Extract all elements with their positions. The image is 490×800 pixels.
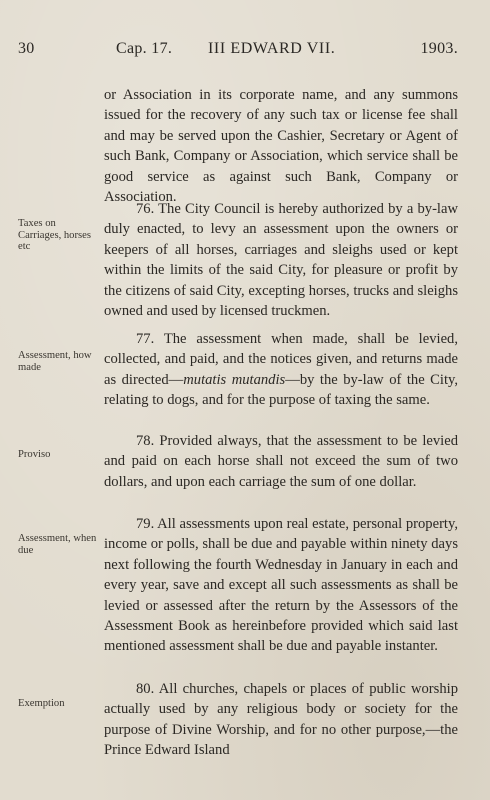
reign-label: III EDWARD VII. [208, 40, 336, 57]
margin-note-exemption: Exemption [18, 698, 65, 709]
section-76: 76. The City Council is hereby authorized by a by-law duly enacted, to levy an assessment upon the owners or keepers of all horses, carriages and sleighs used or kept within the limits of the said City, for pleasure or profit by the citizens of said City, excepting horses, trucks and sleighs owned and used by licensed truckmen. [104, 201, 458, 320]
section-79: 79. All assessments upon real estate, personal property, income or polls, shall be due and payable within ninety days next following the fourth Wednesday in January in each and every year, save and except all such assessments as shall be levied or assessed after the return by the Assessors of the Assessment Book as hereinbefore provided which said last mentioned assessment shall be due and payable instanter. [104, 516, 458, 655]
section-77 [104, 329, 458, 411]
chapter-label: Cap. 17. [116, 40, 173, 57]
margin-note-proviso: Proviso [18, 449, 51, 460]
margin-note-taxes-on-carriages: Taxes on Carriages, horses etc [18, 218, 91, 252]
paragraph-continuation: or Association in its corporate name, and any summons issued for the recovery of any such tax or license fee shall and may be served upon the Cashier, Secretary or Agent of such Bank, Company or Association, which service shall be good service as against such Bank, Company or Association. [104, 87, 458, 206]
section-77-italic-phrase: mutatis mutandis [183, 371, 286, 388]
section-77-text-start: 77. The assessment when made, shall be levied, collected, and paid, and the notices given, and returns made as directed— [104, 331, 458, 388]
section-77-text-end: —by the by-law of the City, relating to dogs, and for the purpose of taxing the same. [104, 371, 459, 409]
margin-note-assessment-when-due: Assessment, when due [18, 533, 97, 556]
page-number: 30 [18, 40, 35, 57]
running-header [18, 40, 458, 64]
margin-note-assessment-how-made: Assessment, how made [18, 350, 92, 373]
section-78: 78. Provided always, that the assessment to be levied and paid on each horse shall not exceed the sum of two dollars, and upon each carriage the sum of one dollar. [104, 433, 458, 490]
section-80: 80. All churches, chapels or places of public worship actually used by any religious body or society for the purpose of Divine Worship, and for no other purpose,—the Prince Edward Island [104, 681, 458, 759]
year-label: 1903. [420, 40, 458, 57]
